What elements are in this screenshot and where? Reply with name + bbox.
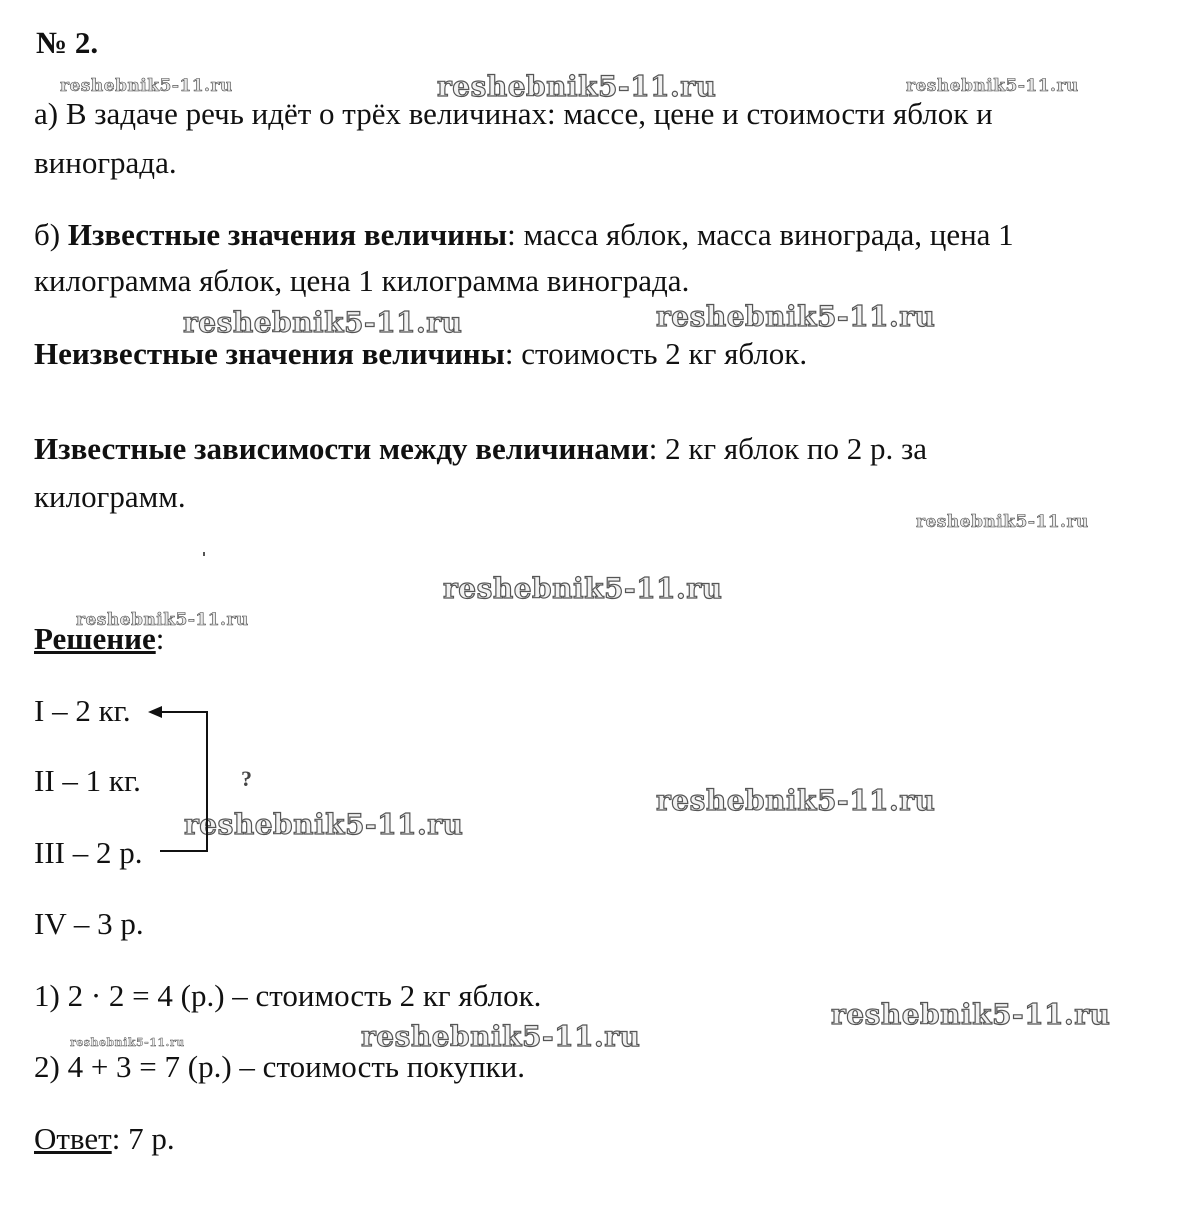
- known-label: Известные значения величины: [67, 217, 508, 252]
- unknown-rest: : стоимость 2 кг яблок.: [504, 336, 808, 371]
- deps-label: Известные зависимости между величинами: [34, 431, 649, 466]
- solution-item-2: II – 1 кг.: [34, 763, 141, 798]
- watermark-11: reshebnik5-11.ru: [831, 998, 1111, 1031]
- watermark-9: reshebnik5-11.ru: [656, 784, 936, 817]
- watermark-5: reshebnik5-11.ru: [656, 300, 936, 333]
- solution-item-4: IV – 3 р.: [34, 906, 144, 941]
- solution-label: Решение: [34, 621, 156, 656]
- part-b-known-line-2: килограмма яблок, цена 1 килограмма винограда.: [34, 263, 690, 298]
- step-1: 1) 2 · 2 = 4 (р.) – стоимость 2 кг яблок.: [34, 978, 542, 1013]
- solution-item-3: III – 2 р.: [34, 835, 143, 870]
- question-mark: ?: [241, 766, 252, 791]
- part-b-deps-line-2: килограмм.: [34, 479, 186, 514]
- watermark-3: reshebnik5-11.ru: [906, 76, 1079, 96]
- watermark-13: reshebnik5-11.ru: [70, 1036, 185, 1049]
- arrow-head: [148, 706, 162, 718]
- answer-label: Ответ: [34, 1121, 112, 1156]
- watermark-12: reshebnik5-11.ru: [361, 1020, 641, 1053]
- answer-rest: : 7 р.: [111, 1121, 175, 1156]
- solution-item-1: I – 2 кг.: [34, 693, 131, 728]
- deps-rest: : 2 кг яблок по 2 р. за: [648, 431, 927, 466]
- unknown-label: Неизвестные значения величины: [34, 336, 505, 371]
- watermark-8: reshebnik5-11.ru: [76, 610, 249, 630]
- task-number: № 2.: [36, 25, 99, 60]
- watermark-6: reshebnik5-11.ru: [916, 512, 1089, 532]
- bracket-line: [160, 712, 207, 851]
- part-a-line-1: а) В задаче речь идёт о трёх величинах: массе, цене и стоимости яблок и: [34, 96, 993, 131]
- solution-colon: :: [155, 621, 165, 656]
- part-a-line-2: винограда.: [34, 145, 177, 180]
- watermark-2: reshebnik5-11.ru: [437, 70, 717, 103]
- watermark-1: reshebnik5-11.ru: [60, 76, 233, 96]
- part-b-prefix: б): [34, 217, 68, 252]
- watermark-7: reshebnik5-11.ru: [443, 572, 723, 605]
- known-rest: : масса яблок, масса винограда, цена 1: [507, 217, 1014, 252]
- watermark-4: reshebnik5-11.ru: [183, 306, 463, 339]
- stray-mark: [203, 552, 205, 556]
- watermark-10: reshebnik5-11.ru: [184, 808, 464, 841]
- answer: [34, 1120, 175, 1158]
- step-2: 2) 4 + 3 = 7 (р.) – стоимость покупки.: [34, 1049, 525, 1084]
